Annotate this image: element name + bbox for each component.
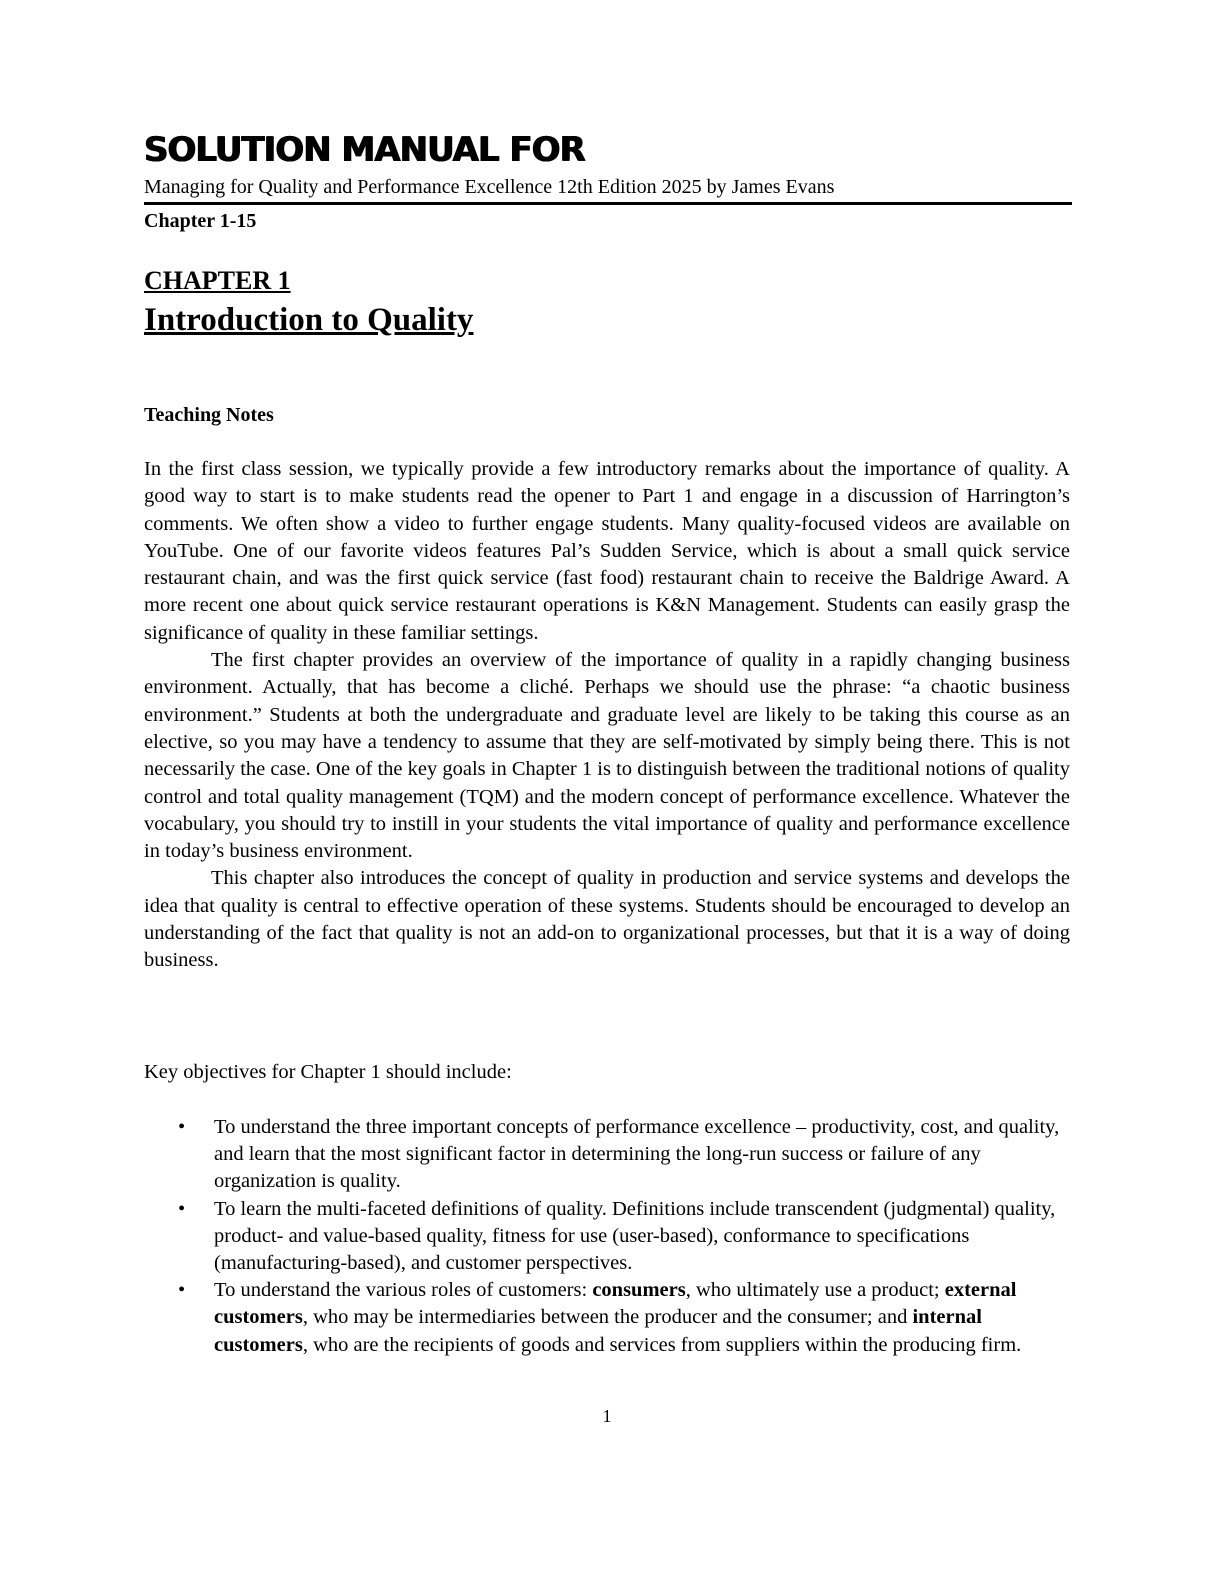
bullet-icon: • xyxy=(178,1116,186,1138)
page-number: 1 xyxy=(602,1406,612,1426)
chapter-range: Chapter 1-15 xyxy=(144,210,257,232)
term-external-customers: external customers xyxy=(214,1279,1017,1329)
text-segment: , who are the recipients of goods and services from suppliers within the producing firm. xyxy=(302,1333,1022,1356)
list-item-text: To learn the multi-faceted definitions of quality. Definitions include transcendent (judgmental) quality, product- and value-based quality, fitness for use (user-based), conformance to specifications (manufacturing-based), and customer perspectives. xyxy=(214,1197,1056,1275)
bullet-icon: • xyxy=(178,1197,186,1220)
manual-title: SOLUTION MANUAL FOR xyxy=(144,130,585,170)
section-heading: Teaching Notes xyxy=(144,404,274,426)
book-subtitle: Managing for Quality and Performance Excellence 12th Edition 2025 by James Evans xyxy=(144,174,1072,205)
text-segment: To understand the various roles of customers: xyxy=(214,1279,593,1302)
list-item-text: To understand the three important concepts of performance excellence – productivity, cost, and quality, and learn that the most significant factor in determining the long-run success or failure of any organization is quality. xyxy=(214,1116,1060,1193)
paragraph: This chapter also introduces the concept of quality in production and service systems and develops the idea that quality is central to effective operation of these systems. Students should be encouraged to develop an understanding of the fact that quality is not an add-on to organizational processes, but that it is a way of doing business. xyxy=(144,867,1070,972)
chapter-label: CHAPTER 1 xyxy=(144,266,291,295)
list-item xyxy=(144,1277,1070,1359)
paragraph: The first chapter provides an overview of the importance of quality in a rapidly changing business environment. Actually, that has become a cliché. Perhaps we should use the phrase: “a chaotic business environment.” Students at both the undergraduate and graduate level are likely to be taking this course as an elective, so you may have a tendency to assume that they are self-motivated by simply being there. This is not necessarily the case. One of the key goals in Chapter 1 is to distinguish between the traditional notions of quality control and total quality management (TQM) and the modern concept of performance excellence. Whatever the vocabulary, you should try to instill in your students the vital importance of quality and performance excellence in today’s business environment. xyxy=(144,649,1070,863)
objectives-intro: Key objectives for Chapter 1 should include: xyxy=(144,1061,512,1083)
document-page xyxy=(144,0,1070,1584)
paragraph: In the first class session, we typically provide a few introductory remarks about the importance of quality. A good way to start is to make students read the opener to Part 1 and engage in a discussion of Harrington’s comments. We often show a video to further engage students. Many quality-focused videos are available on YouTube. One of our favorite videos features Pal’s Sudden Service, which is about a small quick service restaurant chain, and was the first quick service (fast food) restaurant chain to receive the Baldrige Award. A more recent one about quick service restaurant operations is K&N Management. Students can easily grasp the significance of quality in these familiar settings. xyxy=(144,458,1070,644)
bullet-icon: • xyxy=(178,1279,186,1302)
objectives-list xyxy=(144,1114,1070,1359)
term-consumers: consumers xyxy=(592,1279,686,1302)
list-item xyxy=(144,1114,1070,1196)
list-item xyxy=(144,1196,1070,1278)
term-internal-customers: internal customers xyxy=(214,1306,982,1356)
chapter-title: Introduction to Quality xyxy=(144,302,474,338)
list-item-text xyxy=(214,1279,1021,1355)
teaching-notes-body xyxy=(144,456,1070,975)
text-segment: , who may be intermediaries between the producer and the consumer; and xyxy=(302,1306,913,1329)
text-segment: , who ultimately use a product; xyxy=(685,1279,945,1302)
